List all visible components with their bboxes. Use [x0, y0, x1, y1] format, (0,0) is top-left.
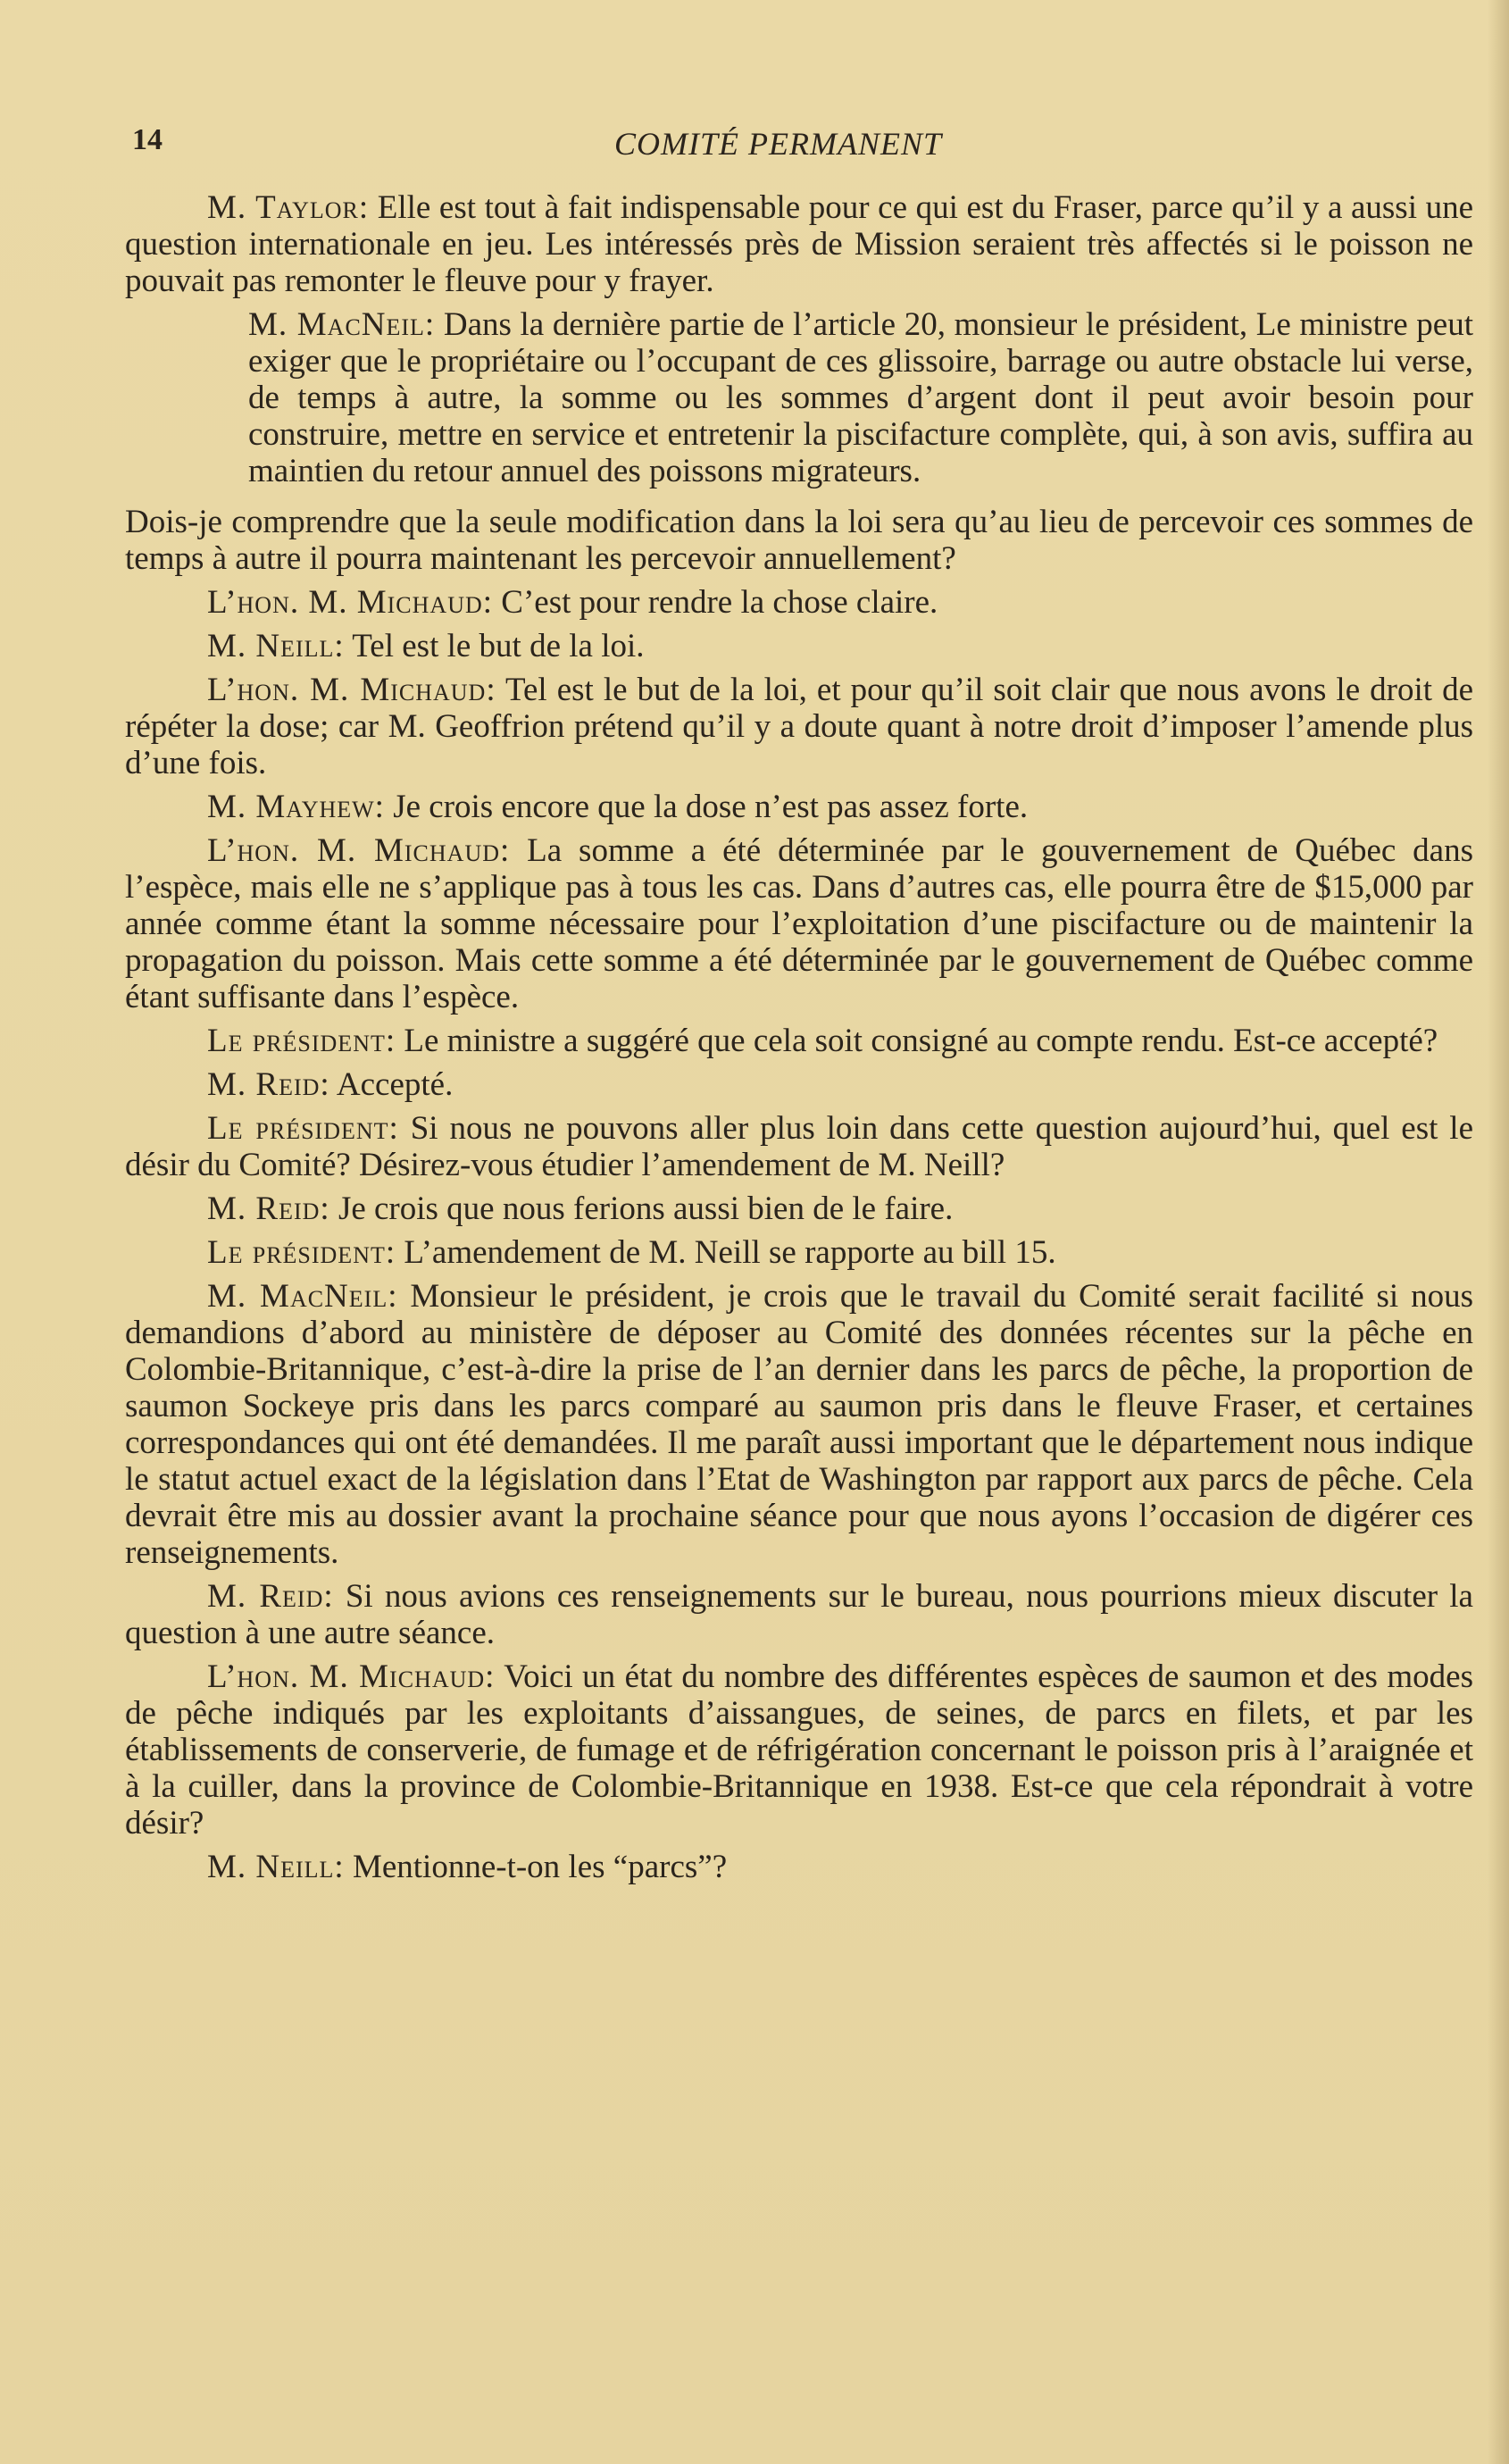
speech-text: C’est pour rendre la chose claire.	[493, 584, 938, 621]
speech-text: Dans la dernière partie de l’article 20, monsieur le président, Le ministre peut exiger que le propriétaire ou l’occupant de ces glissoire, barrage ou autre obstacle lui verse, de temps à autre, la somme ou les sommes d’argent dont il peut avoir besoin pour construire, mettre en service et entretenir la piscifacture complète, qui, à son avis, suffira au maintien du retour annuel des poissons migrateurs.	[248, 306, 1473, 489]
speaker-name: L’hon. M. Michaud:	[207, 832, 511, 869]
speaker-name: M. MacNeil:	[207, 1278, 398, 1315]
speaker-name: M. Taylor:	[207, 189, 370, 226]
speaker-name: Le président:	[207, 1234, 396, 1271]
speech-text: Monsieur le président, je crois que le travail du Comité serait facilité si nous demandions d’abord au ministère de déposer au Comité des données récentes sur la pêche en Colombie-Britannique, c’est-à-dire la prise de l’an dernier dans les parcs de pêche, la proportion de saumon Sockeye pris dans les parcs comparé au saumon pris dans le fleuve Fraser, et certaines correspondances qui ont été demandées. Il me paraît aussi important que le département nous indique le statut actuel exact de la législation dans l’Etat de Washington par rapport aux parcs de pêche. Cela devrait être mis au dossier avant la prochaine séance pour que nous ayons l’occasion de digérer ces renseignements.	[125, 1278, 1473, 1571]
paragraph	[125, 1849, 1473, 1885]
paragraph	[125, 1658, 1473, 1842]
speaker-name: L’hon. M. Michaud:	[207, 672, 496, 708]
speaker-name: M. Neill:	[207, 1849, 345, 1885]
paragraph	[125, 189, 1473, 299]
speaker-name: M. Mayhew:	[207, 789, 385, 825]
speech-text: Tel est le but de la loi.	[344, 628, 645, 664]
paragraph	[248, 306, 1473, 489]
speaker-name: L’hon. M. Michaud:	[207, 584, 494, 621]
speech-text: Je crois que nous ferions aussi bien de le faire.	[329, 1190, 954, 1227]
running-title: COMITÉ PERMANENT	[614, 126, 942, 162]
speaker-name: M. MacNeil:	[248, 306, 436, 343]
speech-text: Tel est le but de la loi, et pour qu’il soit clair que nous avons le droit de répéter la dose; car M. Geoffrion prétend qu’il y a doute quant à notre droit d’imposer l’amende plus d’une fois.	[125, 672, 1473, 781]
speaker-name: M. Neill:	[207, 628, 345, 664]
speaker-name: M. Reid:	[207, 1190, 330, 1227]
speech-text: La somme a été déterminée par le gouvernement de Québec dans l’espèce, mais elle ne s’applique pas à tous les cas. Dans d’autres cas, elle pourra être de $15,000 par année comme étant la somme nécessaire pour l’exploitation d’une piscifacture ou de maintenir la propagation du poisson. Mais cette somme a été déterminée par le gouvernement de Québec comme étant suffisante dans l’espèce.	[125, 832, 1473, 1015]
speech-text: Le ministre a suggéré que cela soit consigné au compte rendu. Est-ce accepté?	[396, 1023, 1438, 1059]
speech-text: Si nous avions ces renseignements sur le bureau, nous pourrions mieux discuter la question à une autre séance.	[125, 1578, 1473, 1651]
paragraph	[125, 1578, 1473, 1651]
speaker-name: Le président:	[207, 1023, 396, 1059]
paragraph	[125, 832, 1473, 1015]
speech-text: Si nous ne pouvons aller plus loin dans cette question aujourd’hui, quel est le désir du Comité? Désirez-vous étudier l’amendement de M. Neill?	[125, 1110, 1473, 1183]
paragraph	[125, 1110, 1473, 1183]
paragraph	[125, 1234, 1473, 1271]
speaker-name: M. Reid:	[207, 1578, 334, 1615]
paragraph	[125, 1066, 1473, 1103]
speech-text: Je crois encore que la dose n’est pas assez forte.	[384, 789, 1029, 825]
speaker-name: Le président:	[207, 1110, 399, 1147]
page-edge-shadow	[1488, 0, 1509, 2464]
speech-text: L’amendement de M. Neill se rapporte au bill 15.	[396, 1234, 1056, 1271]
paragraph	[125, 1190, 1473, 1227]
paragraph	[125, 584, 1473, 621]
paragraph	[125, 672, 1473, 781]
page-number: 14	[132, 123, 163, 156]
paragraph	[125, 628, 1473, 664]
paragraph	[125, 1278, 1473, 1571]
page-header	[132, 123, 1471, 166]
page-body	[125, 189, 1473, 1892]
speaker-name: L’hon. M. Michaud:	[207, 1658, 496, 1695]
speech-text: Dois-je comprendre que la seule modification dans la loi sera qu’au lieu de percevoir ces sommes de temps à autre il pourra maintenant les percevoir annuellement?	[125, 504, 1473, 577]
speech-text: Mentionne-t-on les “parcs”?	[344, 1849, 728, 1885]
speech-text: Elle est tout à fait indispensable pour ce qui est du Fraser, parce qu’il y a aussi une question internationale en jeu. Les intéressés près de Mission seraient très affectés si le poisson ne pouvait pas remonter le fleuve pour y frayer.	[125, 189, 1474, 299]
speech-text: Accepté.	[329, 1066, 454, 1103]
paragraph	[125, 789, 1473, 825]
speaker-name: M. Reid:	[207, 1066, 330, 1103]
paragraph	[125, 1023, 1473, 1059]
speech-text: Voici un état du nombre des différentes espèces de saumon et des modes de pêche indiqués par les exploitants d’aissangues, de seines, de parcs en filets, et par les établissements de conserverie, de fumage et de réfrigération concernant le poisson pris à l’araignée et à la cuiller, dans la province de Colombie-Britannique en 1938. Est-ce que cela répondrait à votre désir?	[125, 1658, 1473, 1842]
paragraph	[125, 504, 1473, 577]
